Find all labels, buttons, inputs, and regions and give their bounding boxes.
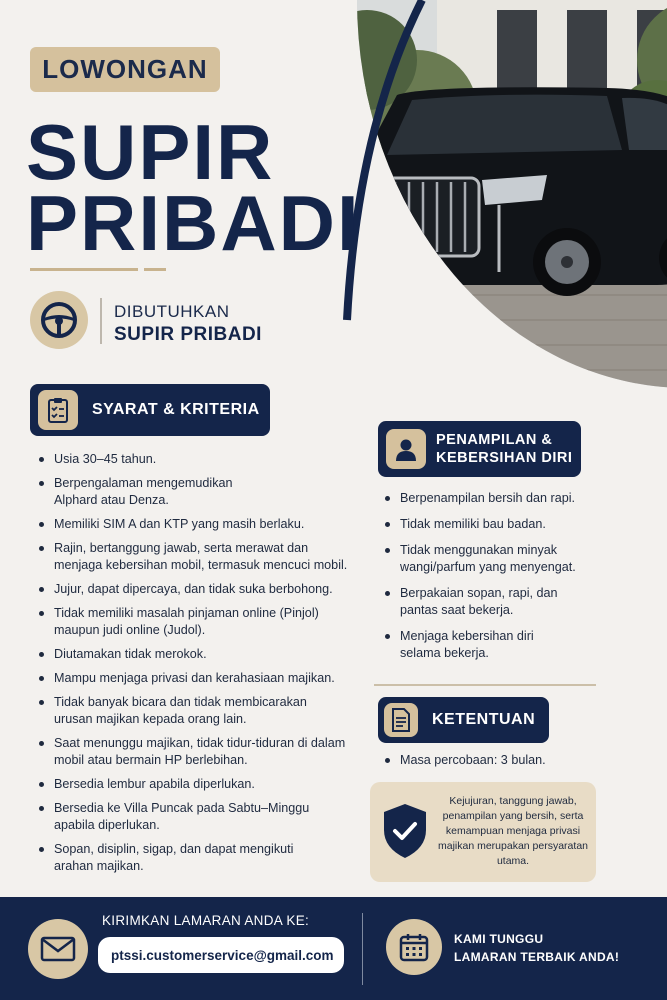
list-item: Tidak menggunakan minyak wangi/parfum yang menyengat.: [382, 542, 602, 576]
requirements-heading: [30, 384, 270, 436]
steering-wheel-icon: [30, 291, 88, 349]
title-underline-left: [30, 268, 138, 271]
list-item: Saat menunggu majikan, tidak tidur-tiduran di dalam mobil atau bermain HP berlebihan.: [36, 735, 366, 769]
list-item: Usia 30–45 tahun.: [36, 451, 366, 468]
appearance-heading-line-1: PENAMPILAN &: [436, 431, 553, 448]
list-item: Berpakaian sopan, rapi, dan pantas saat bekerja.: [382, 585, 602, 619]
clipboard-check-icon: [38, 390, 78, 430]
email-address[interactable]: ptssi.customerservice@gmail.com: [98, 937, 344, 973]
document-icon: [384, 703, 418, 737]
list-item: Tidak banyak bicara dan tidak membicarakan urusan majikan kepada orang lain.: [36, 694, 366, 728]
shield-check-icon: [382, 802, 428, 860]
list-item: Masa percobaan: 3 bulan.: [382, 752, 602, 769]
closing-message: [454, 930, 654, 966]
closing-message-line-1: KAMI TUNGGU: [454, 932, 544, 946]
list-item: Memiliki SIM A dan KTP yang masih berlaku.: [36, 516, 366, 533]
terms-heading: [378, 697, 549, 743]
list-item: Bersedia ke Villa Puncak pada Sabtu–Minggu apabila diperlukan.: [36, 800, 366, 834]
envelope-icon: [28, 919, 88, 979]
hero-photo: [337, 0, 667, 388]
car-image: [357, 0, 667, 388]
needed-label: DIBUTUHKAN: [114, 302, 230, 321]
list-item: Berpengalaman mengemudikan Alphard atau Denza.: [36, 475, 366, 509]
send-application-label: KIRIMKAN LAMARAN ANDA KE:: [102, 913, 310, 928]
person-icon: [386, 429, 426, 469]
list-item: Berpenampilan bersih dan rapi.: [382, 490, 602, 507]
requirements-heading-label: SYARAT & KRITERIA: [92, 401, 260, 418]
title-underline-right: [144, 268, 166, 271]
closing-message-line-2: LAMARAN TERBAIK ANDA!: [454, 950, 620, 964]
summary-note-text: Kejujuran, tanggung jawab, penampilan yang bersih, serta kemampuan menjaga privasi majikan merupakan persyaratan utama.: [438, 795, 588, 867]
section-divider: [374, 684, 596, 686]
needed-position: SUPIR PRIBADI: [114, 324, 262, 345]
summary-note: [370, 782, 596, 882]
title-line-1: SUPIR: [26, 108, 275, 196]
list-item: Rajin, bertanggung jawab, serta merawat dan menjaga kebersihan mobil, termasuk mencuci mobil.: [36, 540, 366, 574]
footer-separator: [362, 913, 363, 985]
requirements-list: [36, 451, 366, 882]
needed-separator: [100, 298, 102, 344]
title-line-2: PRIBADI: [26, 179, 361, 267]
list-item: Diutamakan tidak merokok.: [36, 646, 366, 663]
list-item: Bersedia lembur apabila diperlukan.: [36, 776, 366, 793]
list-item: Jujur, dapat dipercaya, dan tidak suka berbohong.: [36, 581, 366, 598]
appearance-heading-label: [436, 431, 572, 467]
list-item: Mampu menjaga privasi dan kerahasiaan majikan.: [36, 670, 366, 687]
list-item: Menjaga kebersihan diri selama bekerja.: [382, 628, 602, 662]
list-item: Tidak memiliki bau badan.: [382, 516, 602, 533]
terms-heading-label: KETENTUAN: [432, 711, 536, 728]
list-item: Tidak memiliki masalah pinjaman online (Pinjol) maupun judi online (Judol).: [36, 605, 366, 639]
appearance-heading-line-2: KEBERSIHAN DIRI: [436, 450, 573, 466]
footer: [0, 897, 667, 1000]
appearance-heading: [378, 421, 581, 477]
appearance-list: [382, 490, 602, 669]
calendar-icon: [386, 919, 442, 975]
job-badge: LOWONGAN: [30, 47, 220, 92]
list-item: Sopan, disiplin, sigap, dan dapat mengikuti arahan majikan.: [36, 841, 366, 875]
terms-list: [382, 752, 602, 776]
